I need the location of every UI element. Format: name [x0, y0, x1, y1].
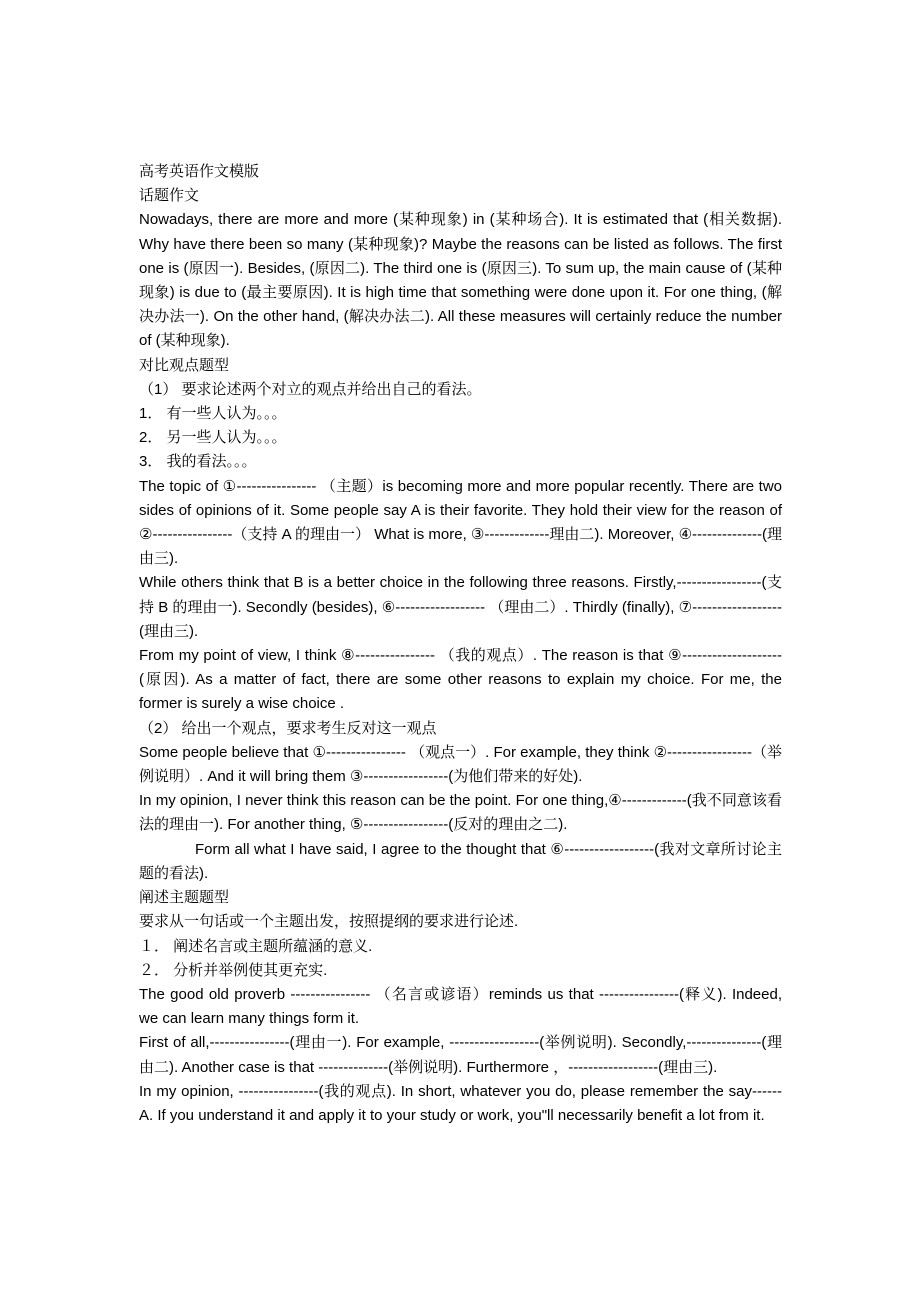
section-heading: 对比观点题型: [139, 356, 230, 374]
paragraph: （1） 要求论述两个对立的观点并给出自己的看法。: [139, 380, 482, 398]
doc-title: 高考英语作文模版: [139, 163, 260, 180]
paragraph: （2） 给出一个观点，要求考生反对这一观点: [139, 719, 437, 737]
paragraph: In my opinion, ----------------(我的观点). In short, whatever you do, please remember the say------A. If you understand it and apply it to your study or work, you"ll necessarily benefit a lot from it.: [139, 1082, 782, 1124]
list-item: 1． 有一些人认为。。。: [139, 405, 287, 423]
paragraph: While others think that B is a better choice in the following three reasons. Firstly,-----------------(支持 B 的理由一). Secondly (besides), ⑥------------------ （理由二）. Thirdly (finally), ⑦------------------(理由三).: [139, 574, 782, 640]
paragraph: 要求从一句话或一个主题出发，按照提纲的要求进行论述.: [139, 913, 519, 931]
paragraph: First of all,----------------(理由一). For example, ------------------(举例说明). Secondly,---------------(理由二). Another case is that --------------(举例说明). Furthermore ，------------------(理由三).: [139, 1034, 782, 1076]
document-page: [139, 160, 782, 1128]
paragraph: In my opinion, I never think this reason can be the point. For one thing,④-------------(我不同意该看法的理由一). For another thing, ⑤-----------------(反对的理由之二).: [139, 792, 782, 834]
paragraph: The good old proverb ---------------- （名言或谚语）reminds us that ----------------(释义). Indeed, we can learn many things form it.: [139, 985, 782, 1028]
list-item: １． 阐述名言或主题所蕴涵的意义.: [139, 937, 373, 955]
section-heading: 阐述主题题型: [139, 889, 230, 907]
list-item: 2． 另一些人认为。。。: [139, 429, 287, 447]
section-heading: 话题作文: [139, 187, 200, 205]
paragraph: Form all what I have said, I agree to the thought that ⑥------------------(我对文章所讨论主题的看法).: [139, 840, 782, 882]
paragraph: The topic of ①---------------- （主题）is becoming more and more popular recently. There are two sides of opinions of it. Some people say A is their favorite. They hold their view for the reason of ②----------------（支持 A 的理由一） What is more, ③-------------理由二). Moreover, ④--------------(理由三).: [139, 477, 782, 568]
list-item: ２． 分析并举例使其更充实.: [139, 961, 328, 979]
paragraph: From my point of view, I think ⑧---------------- （我的观点）. The reason is that ⑨--------------------(原因). As a matter of fact, there are some other reasons to explain my choice. For me, the former is surely a wise choice .: [139, 647, 782, 713]
paragraph: Nowadays, there are more and more (某种现象) in (某种场合). It is estimated that (相关数据). Why have there been so many (某种现象)? Maybe the reasons can be listed as follows. The first one is (原因一). Besides, (原因二). The third one is (原因三). To sum up, the main cause of (某种现象) is due to (最主要原因). It is high time that something were done upon it. For one thing, (解决办法一). On the other hand, (解决办法二). All these measures will certainly reduce the number of (某种现象).: [139, 211, 782, 350]
paragraph: Some people believe that ①---------------- （观点一）. For example, they think ②-----------------（举例说明）. And it will bring them ③-----------------(为他们带来的好处).: [139, 743, 782, 786]
list-item: 3． 我的看法。。。: [139, 453, 257, 471]
